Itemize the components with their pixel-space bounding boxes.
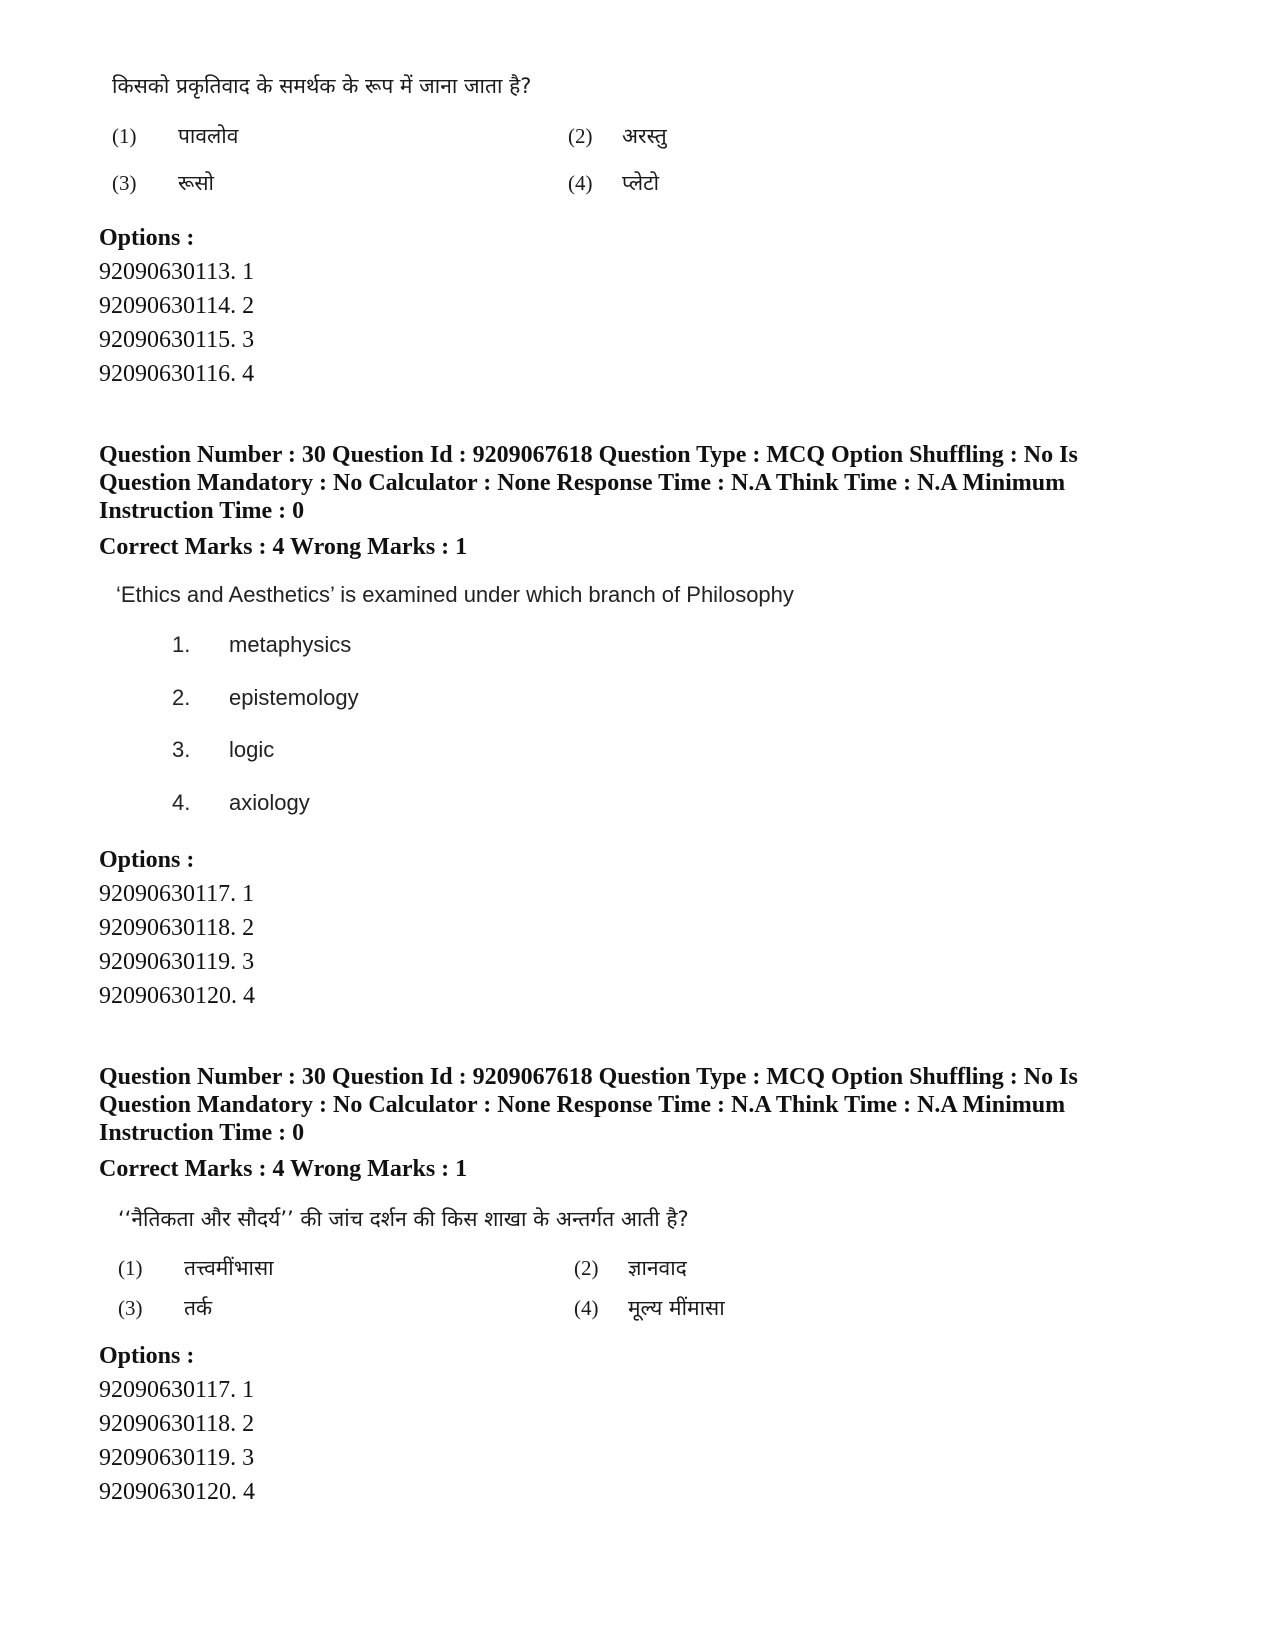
option-2: (2) ज्ञानवाद: [574, 1256, 687, 1280]
option-3: (3) रूसो: [112, 171, 214, 195]
option-id-line: 92090630114. 2: [99, 293, 255, 319]
question-text: किसको प्रकृतिवाद के समर्थक के रूप में जाना जाता है?: [112, 74, 532, 98]
option-1: (1) तत्त्वमींभासा: [118, 1256, 274, 1280]
option-id-line: 92090630115. 3: [99, 327, 255, 353]
question-metadata: Question Number : 30 Question Id : 9209067618 Question Type : MCQ Option Shuffling : No Is Question Mandatory : No Calculator : None Response Time : N.A Think Time : N.A Minimum Instruction Time : 0: [99, 442, 1078, 524]
option-id-line: 92090630119. 3: [99, 1445, 255, 1471]
option-id-line: 92090630117. 1: [99, 1377, 255, 1403]
option-1: (1) पावलोव: [112, 124, 239, 148]
option-id-line: 92090630120. 4: [99, 983, 255, 1009]
options-heading: Options :: [99, 1343, 195, 1369]
option-2: 2. epistemology: [172, 685, 359, 710]
option-1: 1. metaphysics: [172, 632, 352, 657]
question-text: ‘Ethics and Aesthetics’ is examined under which branch of Philosophy: [116, 582, 794, 607]
option-id-line: 92090630118. 2: [99, 1411, 255, 1437]
marks-info: Correct Marks : 4 Wrong Marks : 1: [99, 534, 468, 560]
options-heading: Options :: [99, 847, 195, 873]
options-heading: Options :: [99, 225, 195, 251]
option-3: 3. logic: [172, 737, 275, 762]
option-2: (2) अरस्तु: [568, 124, 667, 148]
option-4: (4) प्लेटो: [568, 171, 660, 195]
option-id-line: 92090630120. 4: [99, 1479, 255, 1505]
option-id-line: 92090630119. 3: [99, 949, 255, 975]
question-metadata: Question Number : 30 Question Id : 9209067618 Question Type : MCQ Option Shuffling : No Is Question Mandatory : No Calculator : None Response Time : N.A Think Time : N.A Minimum Instruction Time : 0: [99, 1064, 1078, 1146]
question-text: ‘‘नैतिकता और सौदर्य’’ की जांच दर्शन की किस शाखा के अन्तर्गत आती है?: [118, 1207, 689, 1231]
option-id-line: 92090630113. 1: [99, 259, 255, 285]
option-3: (3) तर्क: [118, 1296, 213, 1320]
option-id-line: 92090630118. 2: [99, 915, 255, 941]
option-id-line: 92090630117. 1: [99, 881, 255, 907]
option-4: 4. axiology: [172, 790, 310, 815]
marks-info: Correct Marks : 4 Wrong Marks : 1: [99, 1156, 468, 1182]
option-id-line: 92090630116. 4: [99, 361, 255, 387]
option-4: (4) मूल्य मींमासा: [574, 1296, 725, 1320]
